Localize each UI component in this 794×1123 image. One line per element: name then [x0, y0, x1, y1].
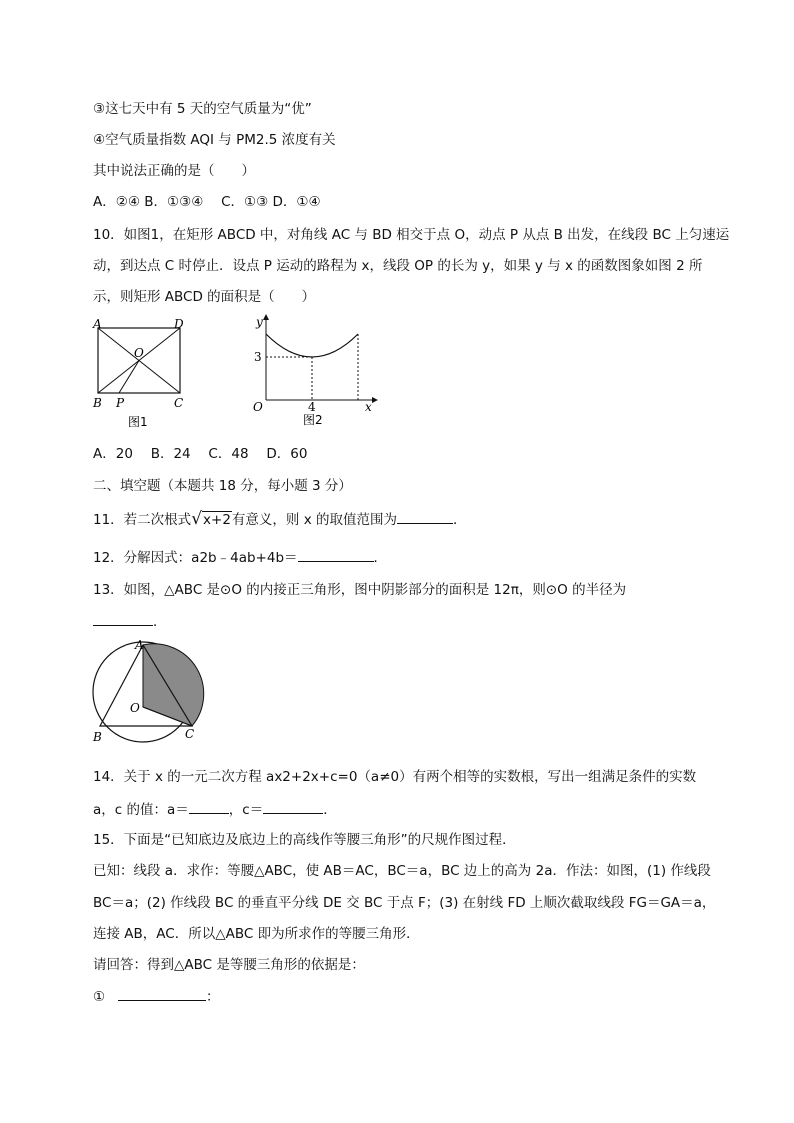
q14-c-blank[interactable] — [263, 799, 323, 814]
q15-item-1 — [93, 986, 219, 1007]
q14-c-label: ，c＝ — [228, 802, 264, 818]
q14-a-label: a，c 的值：a＝ — [93, 802, 189, 818]
q13-line-2 — [93, 611, 167, 632]
q15-item-1-end: ： — [205, 989, 220, 1005]
q10-figure-1 — [88, 315, 198, 440]
q13-label-b: B — [93, 730, 102, 744]
q13-label-o: O — [130, 701, 140, 715]
fig1-label-d: D — [174, 317, 184, 331]
q14-end: ． — [323, 802, 337, 818]
q13-figure — [88, 637, 208, 749]
q10-line-1: 10．如图1，在矩形 ABCD 中，对角线 AC 与 BD 相交于点 O，动点 P 从点 B 出发，在线段 BC 上匀速运 — [93, 227, 730, 243]
fig2-tick-4: 4 — [308, 400, 316, 414]
fig2-caption: 图2 — [303, 413, 323, 427]
q14-a-blank[interactable] — [189, 799, 229, 814]
q13-label-a: A — [135, 638, 144, 652]
q11-end: ． — [453, 512, 467, 528]
q11-radical: √x+2 — [191, 509, 231, 529]
q9-prompt: 其中说法正确的是（ ） — [93, 163, 255, 179]
q11-line — [93, 509, 467, 530]
q9-options: A．②④ B．①③④ C．①③ D．①④ — [93, 194, 321, 210]
q9-statement-3: ③这七天中有 5 天的空气质量为“优” — [93, 101, 312, 117]
q9-statement-4: ④空气质量指数 AQI 与 PM2.5 浓度有关 — [93, 132, 336, 148]
fig1-label-b: B — [93, 396, 102, 410]
q11-pre: 11．若二次根式 — [93, 512, 192, 528]
q10-line-3: 示，则矩形 ABCD 的面积是（ ） — [93, 289, 316, 305]
q10-options: A．20 B．24 C．48 D．60 — [93, 446, 308, 462]
q11-radicand: x+2 — [203, 512, 231, 528]
fig2-tick-3: 3 — [254, 350, 262, 364]
fig2-axis-y: y — [256, 315, 263, 329]
q15-item-1-marker: ① — [93, 989, 106, 1005]
q12-end: ． — [373, 550, 388, 566]
section-2-heading: 二、填空题（本题共 18 分，每小题 3 分） — [93, 478, 352, 494]
fig2-axis-x: x — [365, 400, 372, 414]
q15-line-2: 已知：线段 a．求作：等腰△ABC，使 AB＝AC，BC＝a，BC 边上的高为 2a．作法：如图，(1) 作线段 — [93, 863, 711, 879]
fig1-label-o: O — [134, 346, 144, 360]
q13-end: ． — [153, 614, 167, 630]
fig1-caption: 图1 — [128, 415, 148, 429]
q13-line-1: 13．如图，△ABC 是⊙O 的内接正三角形，图中阴影部分的面积是 12π，则⊙O 的半径为 — [93, 582, 627, 598]
q15-line-4: 连接 AB，AC．所以△ABC 即为所求作的等腰三角形． — [93, 926, 420, 942]
fig1-label-c: C — [174, 396, 184, 410]
q12-line — [93, 547, 387, 568]
q13-label-c: C — [185, 727, 195, 741]
fig1-label-p: P — [116, 396, 125, 410]
q11-post: 有意义，则 x 的取值范围为 — [231, 512, 397, 528]
fig1-label-a: A — [93, 317, 102, 331]
q15-line-1: 15．下面是“已知底边及底边上的高线作等腰三角形”的尺规作图过程． — [93, 832, 516, 848]
q12-answer-blank[interactable] — [298, 547, 374, 562]
fig2-origin: O — [253, 400, 263, 414]
q14-line-2 — [93, 799, 337, 820]
q13-answer-blank[interactable] — [93, 611, 153, 626]
q11-answer-blank[interactable] — [397, 509, 453, 524]
q15-item-1-blank[interactable] — [118, 986, 206, 1001]
q15-line-5: 请回答：得到△ABC 是等腰三角形的依据是： — [93, 957, 365, 973]
q14-line-1: 14．关于 x 的一元二次方程 ax2+2x+c=0（a≠0）有两个相等的实数根，写出一组满足条件的实数 — [93, 769, 697, 785]
q10-figure-2 — [248, 312, 383, 437]
q15-line-3: BC＝a；(2) 作线段 BC 的垂直平分线 DE 交 BC 于点 F；(3) 在射线 FD 上顺次截取线段 FG＝GA＝a， — [93, 895, 716, 911]
q12-text: 12．分解因式：a2b﹣4ab+4b＝ — [93, 550, 298, 566]
q10-line-2: 动，到达点 C 时停止．设点 P 运动的路程为 x，线段 OP 的长为 y，如果 y 与 x 的函数图象如图 2 所 — [93, 258, 703, 274]
